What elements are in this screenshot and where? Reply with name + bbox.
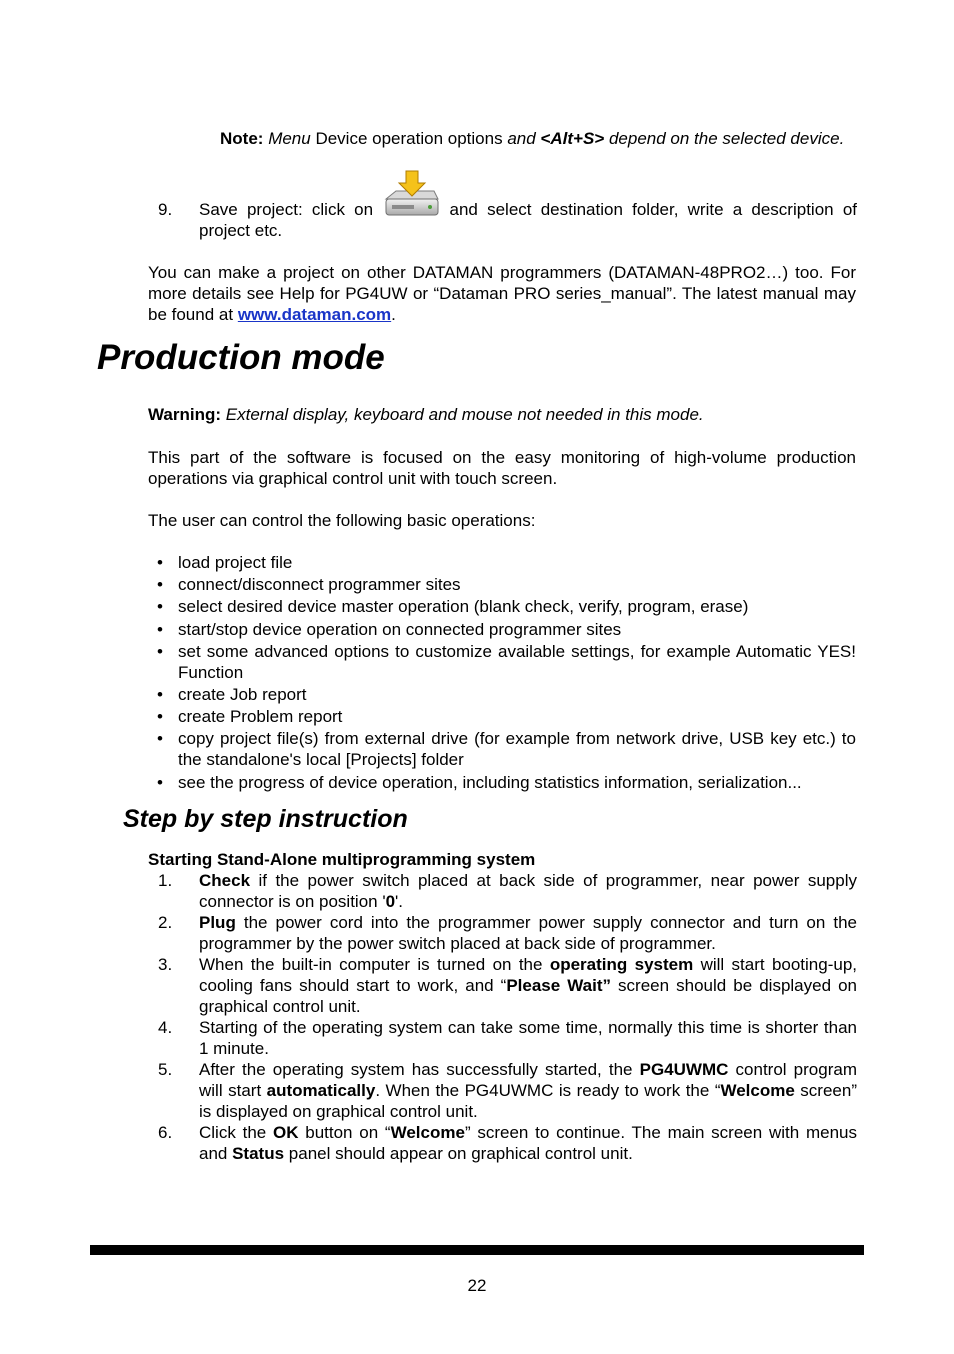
step-text: and select destination folder, write a description of project etc. xyxy=(199,200,857,240)
step-number: 9. xyxy=(158,200,173,219)
intro-text: You can make a project on other DATAMAN programmers (DATAMAN-48PRO2…) too. For more details see Help for PG4UW or “Dataman PRO series_manual”. The latest manual may be found at xyxy=(148,263,856,324)
warning-label: Warning: xyxy=(148,405,222,424)
list-item: • select desired device master operation (blank check, verify, program, erase) xyxy=(157,597,749,617)
step-item: 3. When the built-in computer is turned on the operating system will start booting-up, cooling fans should start to work, and “Please Wait” screen should be displayed on graphical control unit. xyxy=(158,955,858,1016)
section-title: Production mode xyxy=(97,338,385,377)
warning-text: External display, keyboard and mouse not needed in this mode. xyxy=(225,405,704,424)
list-item: • set some advanced options to customize available settings, for example Automatic YES! Function xyxy=(157,641,856,682)
page-number: 22 xyxy=(467,1276,487,1295)
intro-end: . xyxy=(391,305,396,324)
dataman-link[interactable]: www.dataman.com xyxy=(237,305,392,324)
list-item: • copy project file(s) from external drive (for example from network drive, USB key etc.) to the standalone's local [Projects] folder xyxy=(157,729,856,770)
list-item: • create Job report xyxy=(157,684,307,704)
steps-heading: Starting Stand-Alone multiprogramming system xyxy=(148,850,536,869)
note-text: depend on the selected device. xyxy=(608,129,845,148)
description-paragraph: This part of the software is focused on the easy monitoring of high-volume production operations via graphical control unit with touch screen. xyxy=(148,448,856,488)
intro-paragraph xyxy=(148,262,856,325)
step-item: 4. Starting of the operating system can take some time, normally this time is shorter than 1 minute. xyxy=(158,1018,857,1058)
note-paragraph xyxy=(220,128,857,149)
list-item: • create Problem report xyxy=(157,707,343,727)
step-text: Save project: click on xyxy=(199,200,374,219)
list-item: • connect/disconnect programmer sites xyxy=(157,575,461,595)
steps-list xyxy=(148,870,857,1164)
note-text: Menu xyxy=(268,129,311,148)
note-label: Note: xyxy=(220,129,264,148)
step-item: 1. Check if the power switch placed at back side of programmer, near power supply connector is on position '0'. xyxy=(158,871,857,911)
note-text: Device operation options xyxy=(315,129,503,148)
step-item: 2. Plug the power cord into the programmer power supply connector and turn on the programmer by the power switch placed at back side of programmer. xyxy=(158,913,857,953)
subsection-title: Step by step instruction xyxy=(123,805,408,833)
step-item: 5. After the operating system has successfully started, the PG4UWMC control program will start automatically. When the PG4UWMC is ready to work the “Welcome screen” is displayed on graphical control unit. xyxy=(158,1060,857,1121)
footer-rule xyxy=(90,1245,864,1255)
operations-intro: The user can control the following basic operations: xyxy=(148,511,536,530)
note-text: and xyxy=(507,129,536,148)
step-item: 6. Click the OK button on “Welcome” screen to continue. The main screen with menus and Status panel should appear on graphical control unit. xyxy=(158,1123,857,1163)
note-shortcut: <Alt+S> xyxy=(540,129,605,148)
save-project-icon xyxy=(382,169,440,219)
operations-list xyxy=(148,552,856,794)
list-item: • load project file xyxy=(157,553,293,572)
list-item: • see the progress of device operation, including statistics information, serialization... xyxy=(157,772,802,792)
list-item: • start/stop device operation on connected programmer sites xyxy=(157,619,622,639)
warning-paragraph xyxy=(148,404,856,425)
